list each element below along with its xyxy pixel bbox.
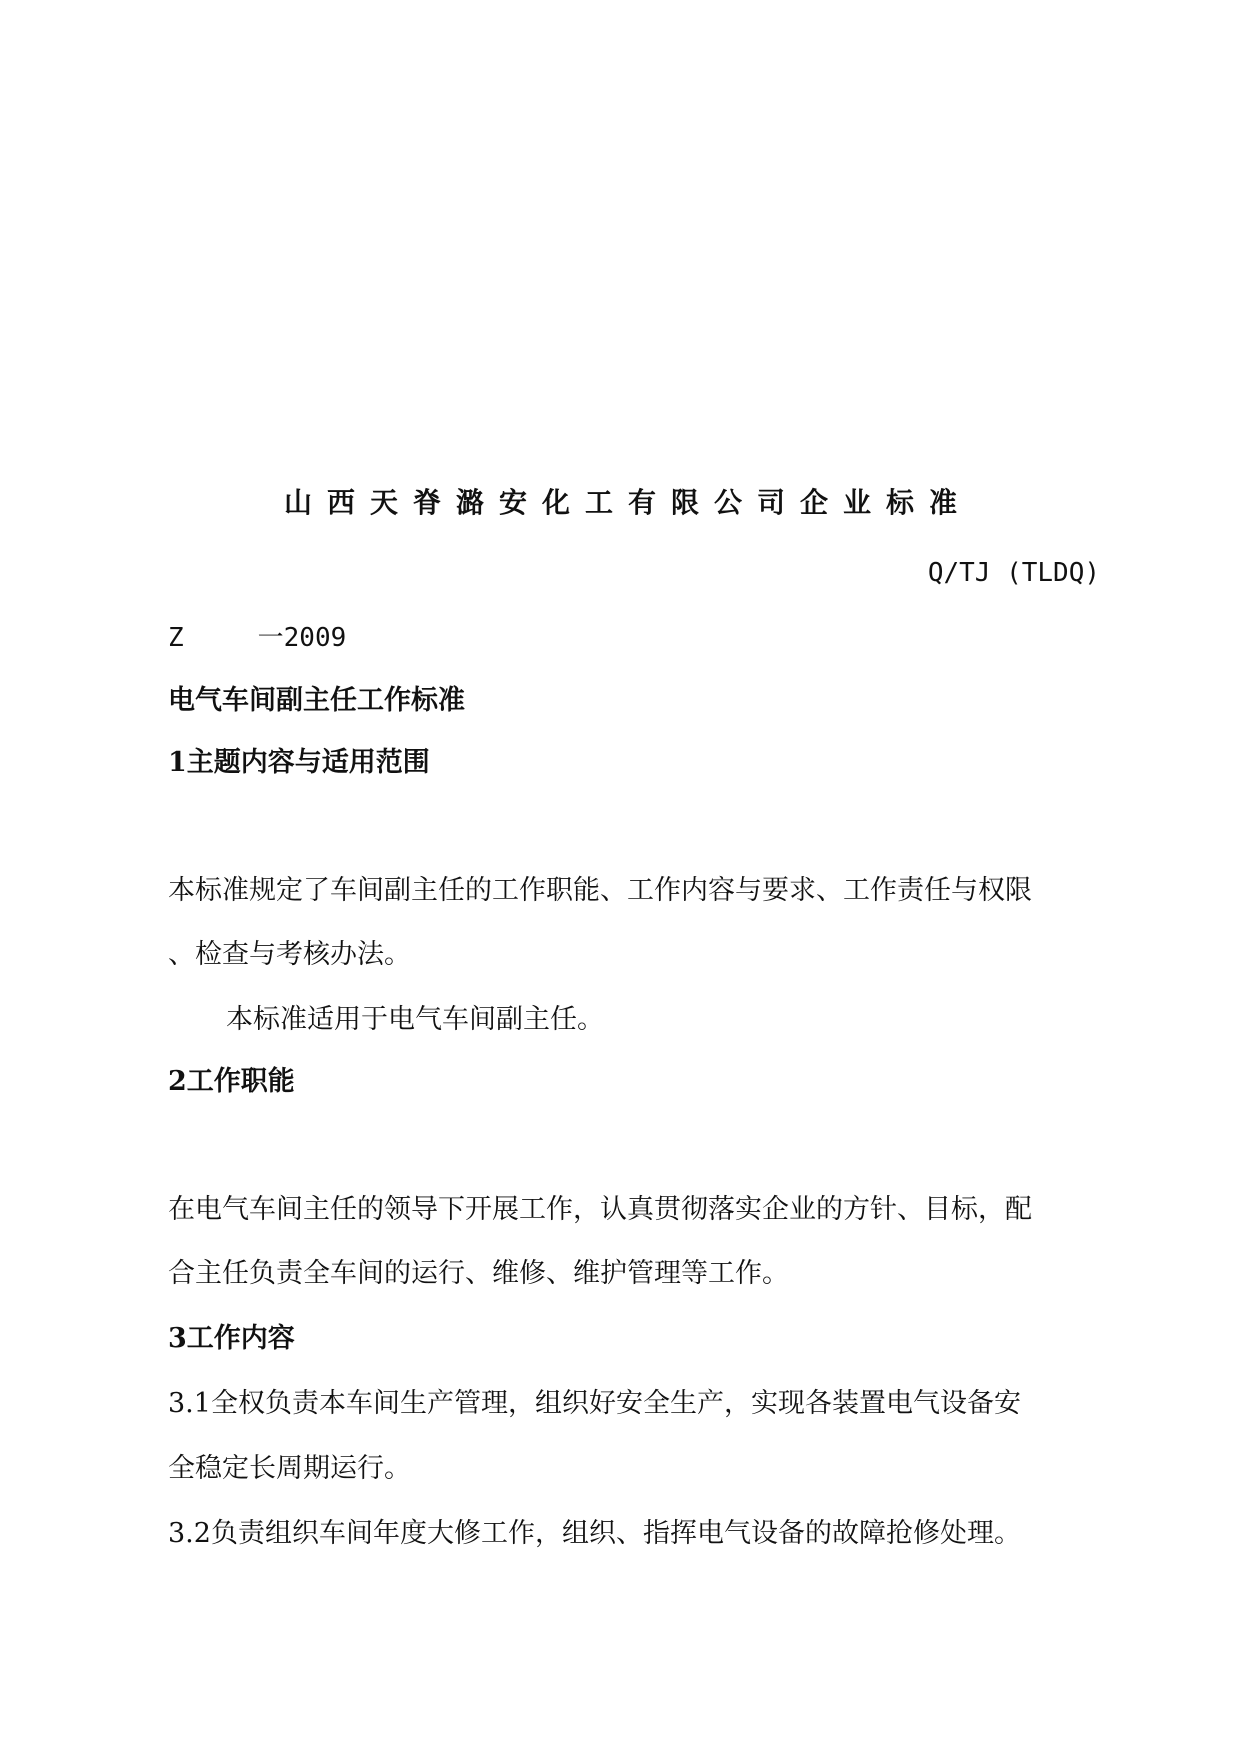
section-3-item-1-line-2: 全稳定长周期运行。 [168, 1453, 411, 1484]
section-1-paragraph-1-line-1: 本标准规定了车间副主任的工作职能、工作内容与要求、工作责任与权限 [168, 875, 1032, 906]
section-3-item-2: 3.2负责组织车间年度大修工作，组织、指挥电气设备的故障抢修处理。 [168, 1518, 1021, 1549]
company-header: 山西天脊潞安化工有限公司企业标准 [283, 486, 972, 519]
section-2-paragraph-line-1: 在电气车间主任的领导下开展工作，认真贯彻落实企业的方针、目标，配 [168, 1194, 1032, 1225]
section-2-paragraph-line-2: 合主任负责全车间的运行、维修、维护管理等工作。 [168, 1258, 789, 1289]
section-2-heading: 2工作职能 [168, 1066, 295, 1097]
section-1-paragraph-2: 本标准适用于电气车间副主任。 [226, 1004, 604, 1035]
standard-number [168, 621, 346, 655]
section-3-heading: 3工作内容 [168, 1323, 295, 1354]
section-1-paragraph-1-line-2: 、检查与考核办法。 [168, 939, 411, 970]
section-3-item-1-line-1: 3.1全权负责本车间生产管理，组织好安全生产，实现各装置电气设备安 [168, 1388, 1021, 1419]
standard-number-prefix: Z [168, 623, 184, 653]
document-title: 电气车间副主任工作标准 [168, 685, 465, 716]
section-1-heading: 1主题内容与适用范围 [168, 747, 430, 778]
standard-number-suffix: 一2009 [257, 623, 347, 653]
standard-code: Q/TJ (TLDQ) [927, 558, 1100, 588]
